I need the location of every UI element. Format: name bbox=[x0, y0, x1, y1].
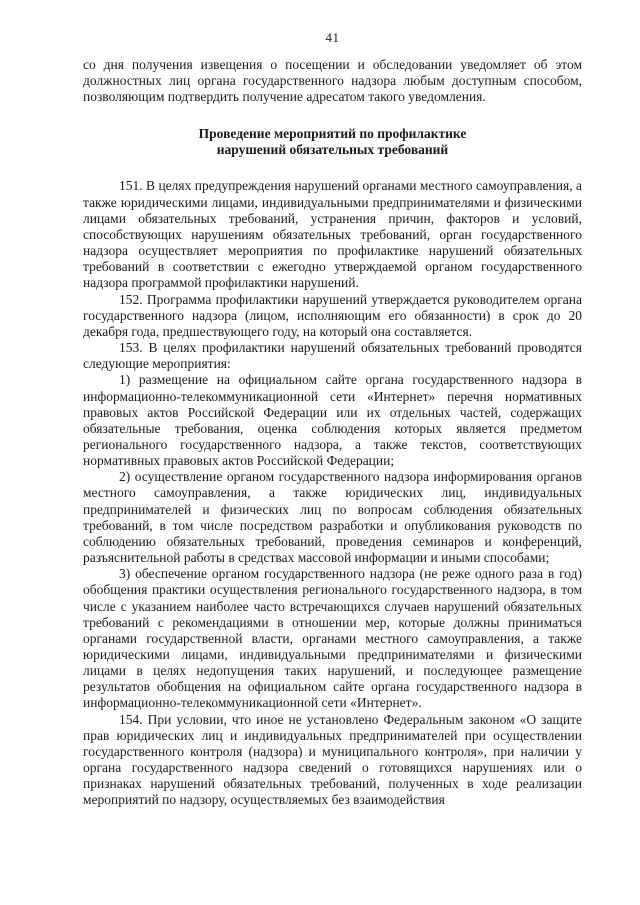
paragraph-153: 153. В целях профилактики нарушений обязательных требований проводятся следующие мероприятия: bbox=[83, 340, 582, 372]
paragraph-152: 152. Программа профилактики нарушений утверждается руководителем органа государственного надзора (лицом, исполняющим его обязанности) в срок до 20 декабря года, предшествующего году, на который она составляется. bbox=[83, 291, 582, 339]
paragraph-153-item-3: 3) обеспечение органом государственного надзора (не реже одного раза в год) обобщения практики осуществления регионального государственного надзора, в том числе с указанием наиболее часто встречающихся случаев нарушений обязательных требований с рекомендациями в отношении мер, которые должны приниматься органами государственной власти, органами местного самоуправления, а также юридическими лицами, индивидуальными предпринимателями и физическими лицами в целях недопущения таких нарушений, и последующее размещение результатов обобщения на официальном сайте органа государственного надзора в информационно-телекоммуникационной сети «Интернет». bbox=[83, 566, 582, 711]
paragraph-153-item-1: 1) размещение на официальном сайте органа государственного надзора в информационно-телекоммуникационной сети «Интернет» перечня нормативных правовых актов Российской Федерации или их отдельных частей, содержащих обязательные требования, оценка соблюдения которых является предметом регионального государственного надзора, а также текстов, соответствующих нормативных правовых актов Российской Федерации; bbox=[83, 372, 582, 469]
section-heading bbox=[83, 126, 582, 158]
page-number: 41 bbox=[325, 30, 340, 45]
intro-paragraph: со дня получения извещения о посещении и обследовании уведомляет об этом должностных лиц органа государственного надзора любым доступным способом, позволяющим подтвердить получение адресатом такого уведомления. bbox=[83, 57, 582, 105]
section-heading-line-2: нарушений обязательных требований bbox=[216, 142, 449, 158]
paragraph-154: 154. При условии, что иное не установлено Федеральным законом «О защите прав юридических лиц и индивидуальных предпринимателей при осуществлении государственного контроля (надзора) и муниципального контроля», при наличии у органа государственного надзора сведений о готовящихся нарушениях или о признаках нарушений обязательных требований, полученных в ходе реализации мероприятий по надзору, осуществляемых без взаимодействия bbox=[83, 711, 582, 808]
paragraph-153-item-2: 2) осуществление органом государственного надзора информирования органов местного самоуправления, а также юридических лиц, индивидуальных предпринимателей и физических лиц по вопросам соблюдения обязательных требований, в том числе посредством разработки и опубликования руководств по соблюдению обязательных требований, проведения семинаров и конференций, разъяснительной работы в средствах массовой информации и иными способами; bbox=[83, 469, 582, 566]
paragraph-151: 151. В целях предупреждения нарушений органами местного самоуправления, а также юридическими лицами, индивидуальными предпринимателями и физическими лицами обязательных требований, устранения причин, факторов и условий, способствующих нарушениям обязательных требований, орган государственного надзора осуществляет мероприятия по профилактике нарушений обязательных требований в соответствии с ежегодно утверждаемой органом государственного надзора программой профилактики нарушений. bbox=[83, 178, 582, 291]
section-heading-line-1: Проведение мероприятий по профилактике bbox=[198, 126, 467, 142]
